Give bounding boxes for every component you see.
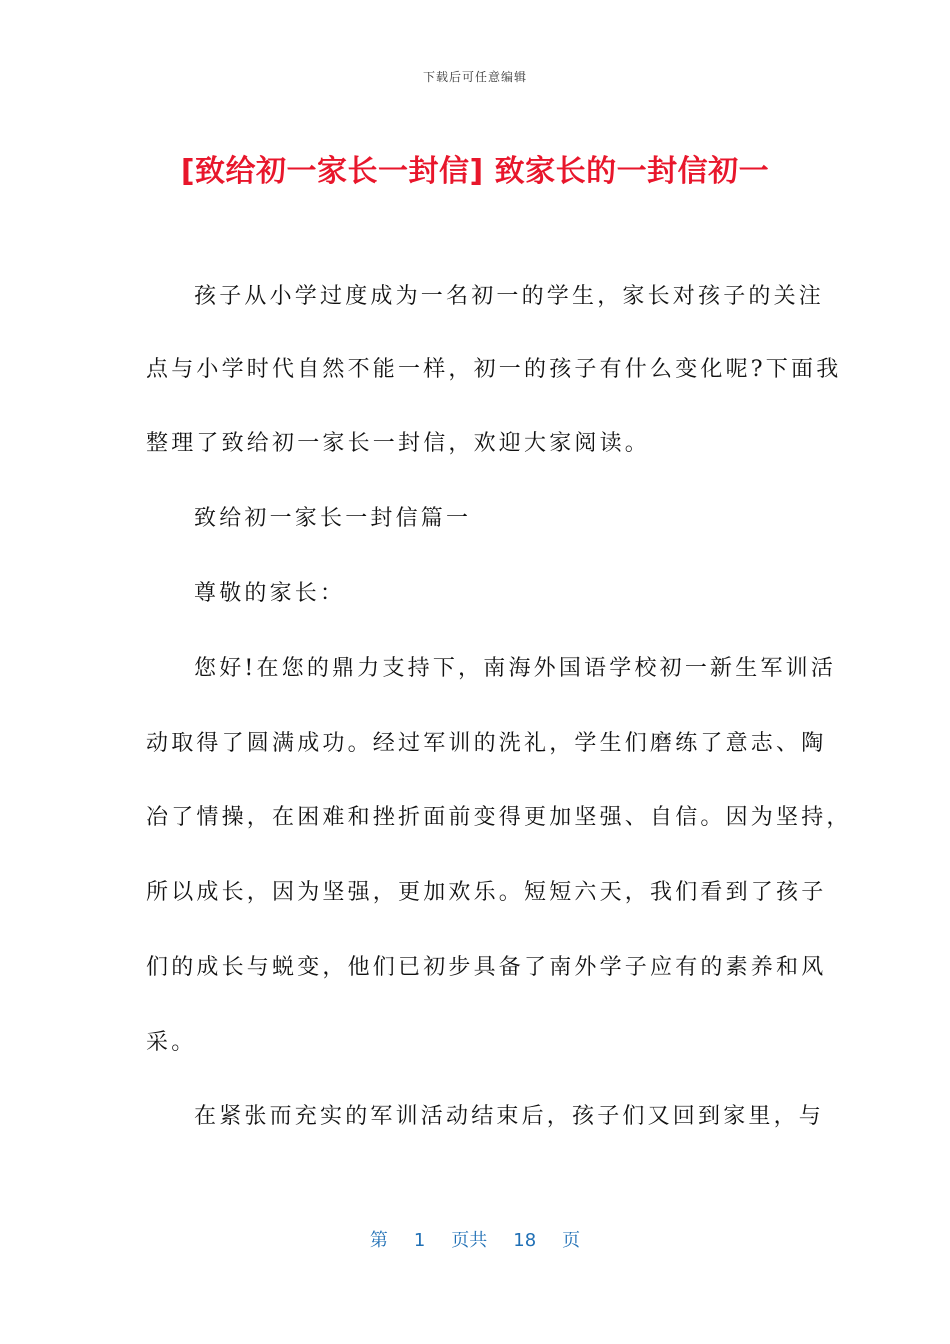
paragraph-line: 冶了情操，在困难和挫折面前变得更加坚强、自信。因为坚持， (146, 805, 852, 830)
paragraph-line: 所以成长，因为坚强，更加欢乐。短短六天，我们看到了孩子 (146, 880, 827, 905)
paragraph-line: 整理了致给初一家长一封信，欢迎大家阅读。 (146, 431, 651, 456)
paragraph-line: 采。 (146, 1030, 197, 1055)
paragraph-line: 您好!在您的鼎力支持下，南海外国语学校初一新生军训活 (194, 656, 837, 681)
page-suffix: 页 (562, 1230, 581, 1251)
page-title: [致给初一家长一封信] 致家长的一封信初一 (180, 154, 770, 189)
paragraph-line: 点与小学时代自然不能一样，初一的孩子有什么变化呢?下面我 (146, 357, 842, 382)
header-note: 下载后可任意编辑 (422, 70, 527, 84)
total-pages-number: 18 (513, 1230, 537, 1251)
paragraph-line: 孩子从小学过度成为一名初一的学生，家长对孩子的关注 (194, 284, 825, 309)
page-mid-label: 页共 (451, 1230, 488, 1251)
salutation: 尊敬的家长： (194, 581, 346, 606)
paragraph-line: 在紧张而充实的军训活动结束后，孩子们又回到家里，与 (194, 1104, 825, 1129)
paragraph-line: 动取得了圆满成功。经过军训的洗礼，学生们磨练了意志、陶 (146, 731, 827, 756)
page-prefix: 第 (369, 1230, 388, 1251)
section-heading: 致给初一家长一封信篇一 (194, 506, 472, 531)
current-page-number: 1 (413, 1230, 426, 1251)
paragraph-line: 们的成长与蜕变，他们已初步具备了南外学子应有的素养和风 (146, 955, 827, 980)
page-footer (0, 1226, 950, 1252)
